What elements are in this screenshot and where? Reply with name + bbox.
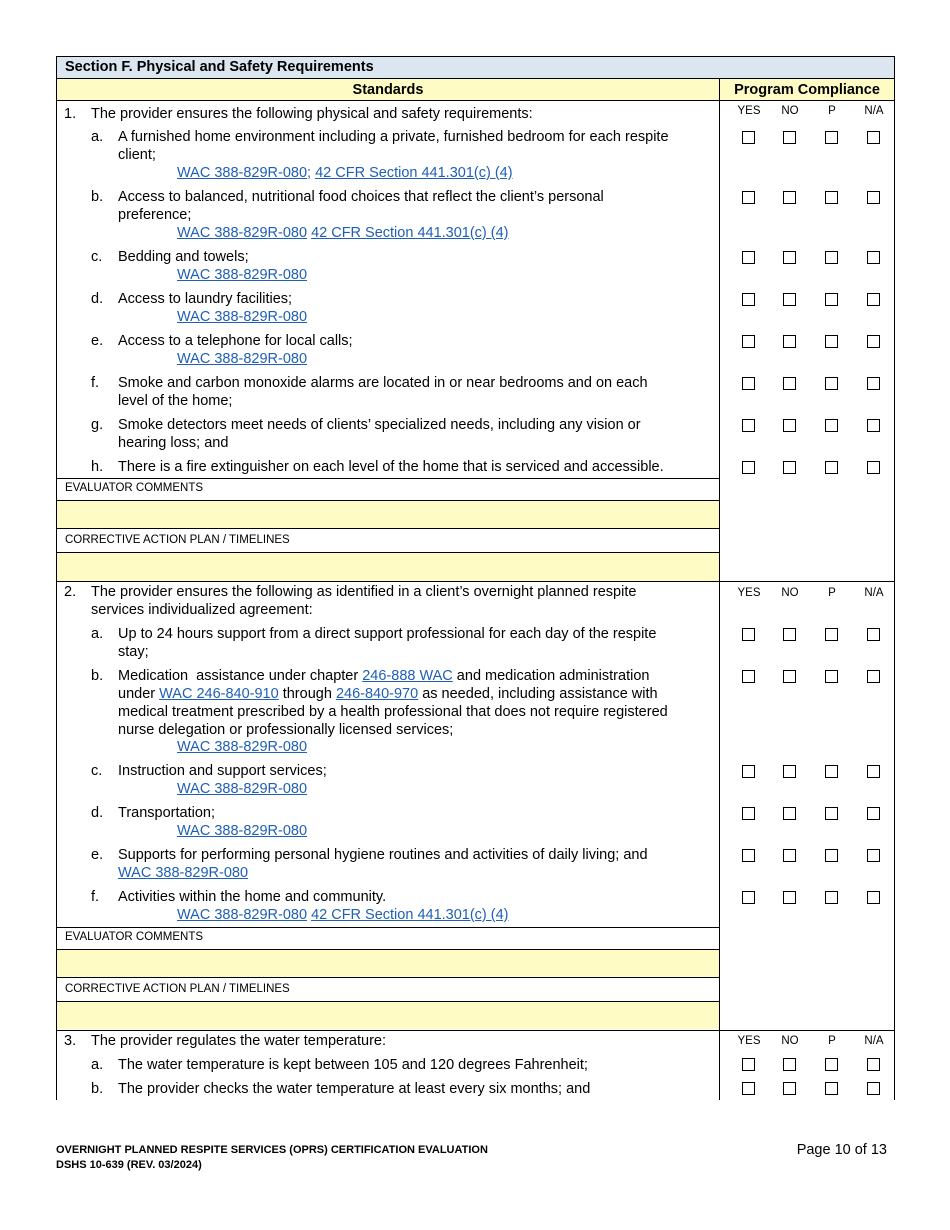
- checkbox-no[interactable]: [783, 1082, 796, 1095]
- checkbox-no[interactable]: [783, 670, 796, 683]
- item-text: stay;: [118, 644, 149, 660]
- checkbox-no[interactable]: [783, 293, 796, 306]
- checkbox-p[interactable]: [825, 461, 838, 474]
- item-letter: b.: [91, 1081, 104, 1097]
- checkbox-na[interactable]: [867, 131, 880, 144]
- na-header: N/A: [864, 587, 884, 599]
- yes-header: YES: [737, 587, 761, 599]
- item-letter: d.: [91, 291, 104, 307]
- item-text: Access to laundry facilities;: [118, 291, 293, 307]
- checkbox-na[interactable]: [867, 670, 880, 683]
- q3-number: 3.: [64, 1033, 77, 1049]
- checkbox-na[interactable]: [867, 335, 880, 348]
- divider: [56, 528, 720, 529]
- checkbox-yes[interactable]: [742, 670, 755, 683]
- checkbox-p[interactable]: [825, 293, 838, 306]
- checkbox-yes[interactable]: [742, 377, 755, 390]
- item-letter: c.: [91, 763, 103, 779]
- checkbox-p[interactable]: [825, 131, 838, 144]
- checkbox-yes[interactable]: [742, 1058, 755, 1071]
- checkbox-yes[interactable]: [742, 891, 755, 904]
- item-letter: e.: [91, 333, 104, 349]
- checkbox-no[interactable]: [783, 461, 796, 474]
- divider: [56, 977, 720, 978]
- item-letter: h.: [91, 459, 104, 475]
- item-text: hearing loss; and: [118, 435, 229, 451]
- wac-link[interactable]: 246-840-970: [335, 686, 419, 702]
- item-text: Activities within the home and community.: [118, 889, 387, 905]
- checkbox-na[interactable]: [867, 765, 880, 778]
- checkbox-p[interactable]: [825, 419, 838, 432]
- p-header: P: [828, 587, 836, 599]
- evaluator-comments-field[interactable]: [57, 950, 719, 977]
- wac-link[interactable]: WAC 388-829R-080: [177, 267, 308, 283]
- column-divider: [719, 100, 720, 1100]
- compliance-header: Program Compliance: [719, 78, 895, 101]
- q2-text: The provider ensures the following as identified in a client’s overnight planned respite: [91, 584, 637, 600]
- evaluator-comments-label: EVALUATOR COMMENTS: [65, 931, 204, 943]
- wac-link[interactable]: WAC 388-829R-080: [177, 225, 308, 241]
- item-text: [118, 685, 658, 703]
- no-header: NO: [781, 1035, 799, 1047]
- corrective-action-field[interactable]: [57, 553, 719, 581]
- no-header: NO: [781, 105, 799, 117]
- checkbox-no[interactable]: [783, 335, 796, 348]
- evaluator-comments-label: EVALUATOR COMMENTS: [65, 482, 204, 494]
- item-text: client;: [118, 147, 156, 163]
- na-header: N/A: [864, 105, 884, 117]
- checkbox-no[interactable]: [783, 377, 796, 390]
- q2-text: services individualized agreement:: [91, 602, 313, 618]
- checkbox-no[interactable]: [783, 251, 796, 264]
- corrective-action-field[interactable]: [57, 1002, 719, 1029]
- checkbox-na[interactable]: [867, 807, 880, 820]
- checkbox-p[interactable]: [825, 251, 838, 264]
- checkbox-yes[interactable]: [742, 335, 755, 348]
- na-header: N/A: [864, 1035, 884, 1047]
- item-text: Instruction and support services;: [118, 763, 327, 779]
- checkbox-p[interactable]: [825, 849, 838, 862]
- checkbox-no[interactable]: [783, 1058, 796, 1071]
- checkbox-na[interactable]: [867, 293, 880, 306]
- checkbox-na[interactable]: [867, 461, 880, 474]
- item-text: and medication administration: [452, 668, 650, 684]
- cfr-link[interactable]: 42 CFR Section 441.301(c) (4): [315, 165, 513, 181]
- section-title: Section F. Physical and Safety Requirements: [56, 56, 895, 79]
- checkbox-yes[interactable]: [742, 419, 755, 432]
- no-header: NO: [781, 587, 799, 599]
- item-letter: b.: [91, 668, 104, 684]
- checkbox-p[interactable]: [825, 191, 838, 204]
- item-text: Up to 24 hours support from a direct support professional for each day of the respite: [118, 626, 657, 642]
- item-text: as needed, including assistance with: [418, 686, 658, 702]
- item-text: Smoke detectors meet needs of clients’ specialized needs, including any vision or: [118, 417, 641, 433]
- checkbox-na[interactable]: [867, 251, 880, 264]
- item-text: A furnished home environment including a private, furnished bedroom for each respite: [118, 129, 669, 145]
- item-letter: b.: [91, 189, 104, 205]
- item-text: Access to balanced, nutritional food choices that reflect the client’s personal: [118, 189, 604, 205]
- checkbox-yes[interactable]: [742, 251, 755, 264]
- checkbox-no[interactable]: [783, 419, 796, 432]
- item-letter: a.: [91, 129, 104, 145]
- checkbox-yes[interactable]: [742, 461, 755, 474]
- yes-header: YES: [737, 1035, 761, 1047]
- item-text: preference;: [118, 207, 192, 223]
- q3-text: The provider regulates the water temperature:: [91, 1033, 386, 1049]
- wac-link[interactable]: WAC 388-829R-080: [177, 739, 308, 755]
- corrective-action-label: CORRECTIVE ACTION PLAN / TIMELINES: [65, 534, 290, 546]
- checkbox-yes[interactable]: [742, 1082, 755, 1095]
- item-text: Bedding and towels;: [118, 249, 249, 265]
- checkbox-p[interactable]: [825, 891, 838, 904]
- item-text: under: [118, 686, 160, 702]
- checkbox-no[interactable]: [783, 765, 796, 778]
- checkbox-p[interactable]: [825, 377, 838, 390]
- checkbox-no[interactable]: [783, 807, 796, 820]
- checkbox-na[interactable]: [867, 191, 880, 204]
- item-letter: f.: [91, 375, 100, 391]
- corrective-action-label: CORRECTIVE ACTION PLAN / TIMELINES: [65, 983, 290, 995]
- q2-number: 2.: [64, 584, 77, 600]
- row-divider: [56, 581, 895, 582]
- checkbox-p[interactable]: [825, 335, 838, 348]
- checkbox-yes[interactable]: [742, 293, 755, 306]
- item-text: The provider checks the water temperature at least every six months; and: [118, 1081, 591, 1097]
- checkbox-p[interactable]: [825, 765, 838, 778]
- p-header: P: [828, 1035, 836, 1047]
- cfr-link[interactable]: 42 CFR Section 441.301(c) (4): [311, 225, 509, 241]
- page-number: Page 10 of 13: [796, 1142, 887, 1158]
- evaluator-comments-field[interactable]: [57, 501, 719, 528]
- item-letter: e.: [91, 847, 104, 863]
- item-text: Supports for performing personal hygiene routines and activities of daily living; and: [118, 847, 648, 863]
- checkbox-na[interactable]: [867, 628, 880, 641]
- checkbox-yes[interactable]: [742, 849, 755, 862]
- standards-header: Standards: [56, 78, 720, 101]
- checkbox-p[interactable]: [825, 1058, 838, 1071]
- item-text: level of the home;: [118, 393, 233, 409]
- q1-text: The provider ensures the following physical and safety requirements:: [91, 106, 533, 122]
- item-letter: f.: [91, 889, 100, 905]
- item-letter: d.: [91, 805, 104, 821]
- checkbox-p[interactable]: [825, 628, 838, 641]
- checkbox-no[interactable]: [783, 628, 796, 641]
- row-divider: [56, 1030, 895, 1031]
- wac-link[interactable]: WAC 388-829R-080: [118, 865, 249, 881]
- checkbox-no[interactable]: [783, 131, 796, 144]
- checkbox-na[interactable]: [867, 849, 880, 862]
- wac-link[interactable]: WAC 388-829R-080: [177, 823, 308, 839]
- divider: [56, 478, 720, 479]
- item-text: medical treatment prescribed by a health professional that does not require registered: [118, 704, 668, 720]
- checkbox-yes[interactable]: [742, 628, 755, 641]
- cfr-link[interactable]: 42 CFR Section 441.301(c) (4): [311, 907, 509, 923]
- wac-link[interactable]: 246-888 WAC: [362, 668, 453, 684]
- wac-link[interactable]: WAC 246-840-910: [159, 686, 279, 702]
- wac-link[interactable]: WAC 388-829R-080: [177, 351, 308, 367]
- checkbox-yes[interactable]: [742, 765, 755, 778]
- checkbox-yes[interactable]: [742, 807, 755, 820]
- checkbox-na[interactable]: [867, 1058, 880, 1071]
- item-text: [118, 667, 649, 685]
- item-letter: c.: [91, 249, 103, 265]
- item-text: through: [278, 686, 336, 702]
- item-text: The water temperature is kept between 105 and 120 degrees Fahrenheit;: [118, 1057, 588, 1073]
- checkbox-no[interactable]: [783, 891, 796, 904]
- item-text: nurse delegation or professionally licensed services;: [118, 722, 454, 738]
- form-title: OVERNIGHT PLANNED RESPITE SERVICES (OPRS) CERTIFICATION EVALUATION: [56, 1144, 488, 1156]
- item-letter: a.: [91, 626, 104, 642]
- item-text: Access to a telephone for local calls;: [118, 333, 353, 349]
- item-text: There is a fire extinguisher on each level of the home that is serviced and accessible.: [118, 459, 664, 475]
- checkbox-p[interactable]: [825, 1082, 838, 1095]
- wac-link[interactable]: WAC 388-829R-080: [177, 309, 308, 325]
- wac-link[interactable]: WAC 388-829R-080: [177, 907, 308, 923]
- divider: [56, 500, 720, 501]
- wac-link[interactable]: WAC 388-829R-080;: [177, 165, 312, 181]
- yes-header: YES: [737, 105, 761, 117]
- item-text: Smoke and carbon monoxide alarms are located in or near bedrooms and on each: [118, 375, 648, 391]
- item-text: Medication assistance under chapter: [118, 668, 363, 684]
- checkbox-na[interactable]: [867, 377, 880, 390]
- checkbox-no[interactable]: [783, 191, 796, 204]
- checkbox-na[interactable]: [867, 891, 880, 904]
- wac-link[interactable]: WAC 388-829R-080: [177, 781, 308, 797]
- checkbox-na[interactable]: [867, 419, 880, 432]
- checkbox-p[interactable]: [825, 807, 838, 820]
- p-header: P: [828, 105, 836, 117]
- checkbox-yes[interactable]: [742, 191, 755, 204]
- item-letter: a.: [91, 1057, 104, 1073]
- item-text: Transportation;: [118, 805, 215, 821]
- checkbox-yes[interactable]: [742, 131, 755, 144]
- q1-number: 1.: [64, 106, 77, 122]
- checkbox-na[interactable]: [867, 1082, 880, 1095]
- checkbox-p[interactable]: [825, 670, 838, 683]
- form-number: DSHS 10-639 (REV. 03/2024): [56, 1159, 202, 1171]
- item-letter: g.: [91, 417, 104, 433]
- checkbox-no[interactable]: [783, 849, 796, 862]
- divider: [56, 927, 720, 928]
